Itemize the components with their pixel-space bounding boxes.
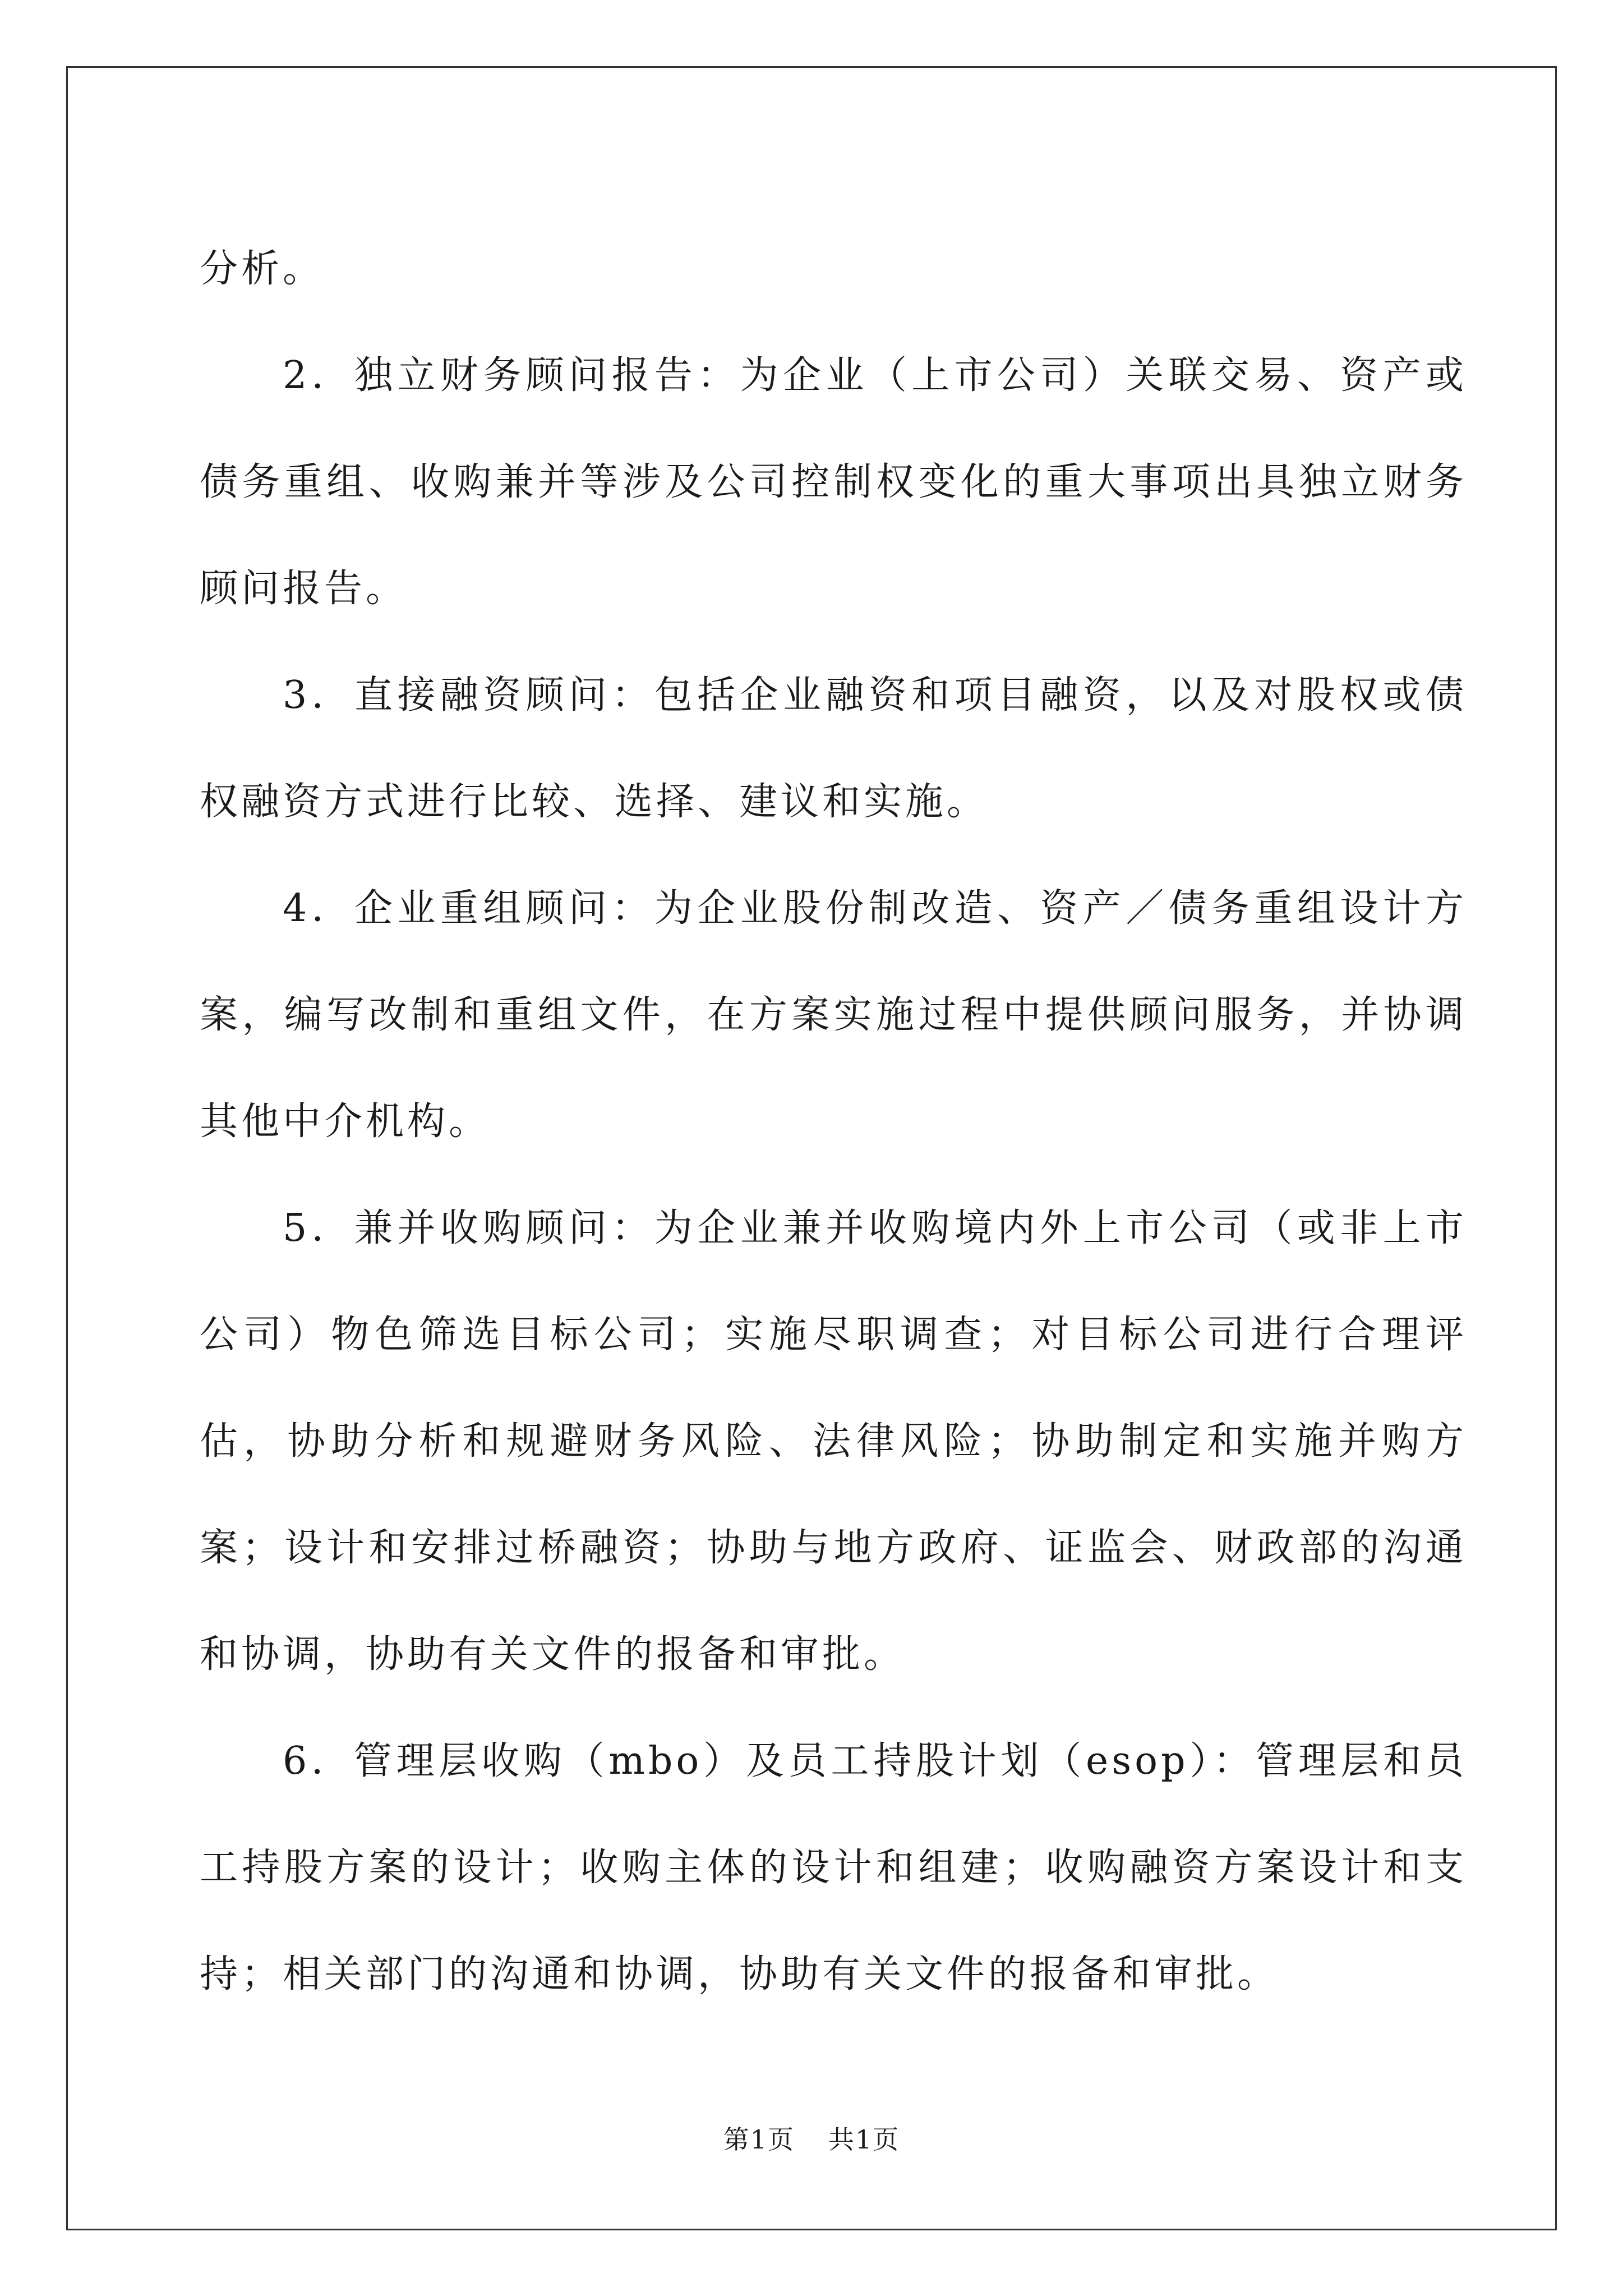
page-number: 第1页: [723, 2124, 795, 2155]
paragraph-item-2: 2．独立财务顾问报告：为企业（上市公司）关联交易、资产或债务重组、收购兼并等涉及公司控制权变化的重大事项出具独立财务顾问报告。: [200, 353, 1467, 611]
paragraph-item-3: 3．直接融资顾问：包括企业融资和项目融资，以及对股权或债权融资方式进行比较、选择、建议和实施。: [200, 673, 1467, 824]
paragraph-item-5: 5．兼并收购顾问：为企业兼并收购境内外上市公司（或非上市公司）物色筛选目标公司；实施尽职调查；对目标公司进行合理评估，协助分析和规避财务风险、法律风险；协助制定和实施并购方案；设计和安排过桥融资；协助与地方政府、证监会、财政部的沟通和协调，协助有关文件的报备和审批。: [200, 1206, 1467, 1677]
paragraph-continuation: 分析。: [200, 247, 325, 291]
page-footer: [0, 2119, 1623, 2156]
paragraph-item-4: 4．企业重组顾问：为企业股份制改造、资产／债务重组设计方案，编写改制和重组文件，在方案实施过程中提供顾问服务，并协调其他中介机构。: [200, 886, 1467, 1144]
document-body: [200, 216, 1467, 2028]
paragraph-item-6: 6．管理层收购（mbo）及员工持股计划（esop）：管理层和员工持股方案的设计；收购主体的设计和组建；收购融资方案设计和支持；相关部门的沟通和协调，协助有关文件的报备和审批。: [200, 1739, 1467, 1996]
page-total: 共1页: [828, 2124, 900, 2155]
